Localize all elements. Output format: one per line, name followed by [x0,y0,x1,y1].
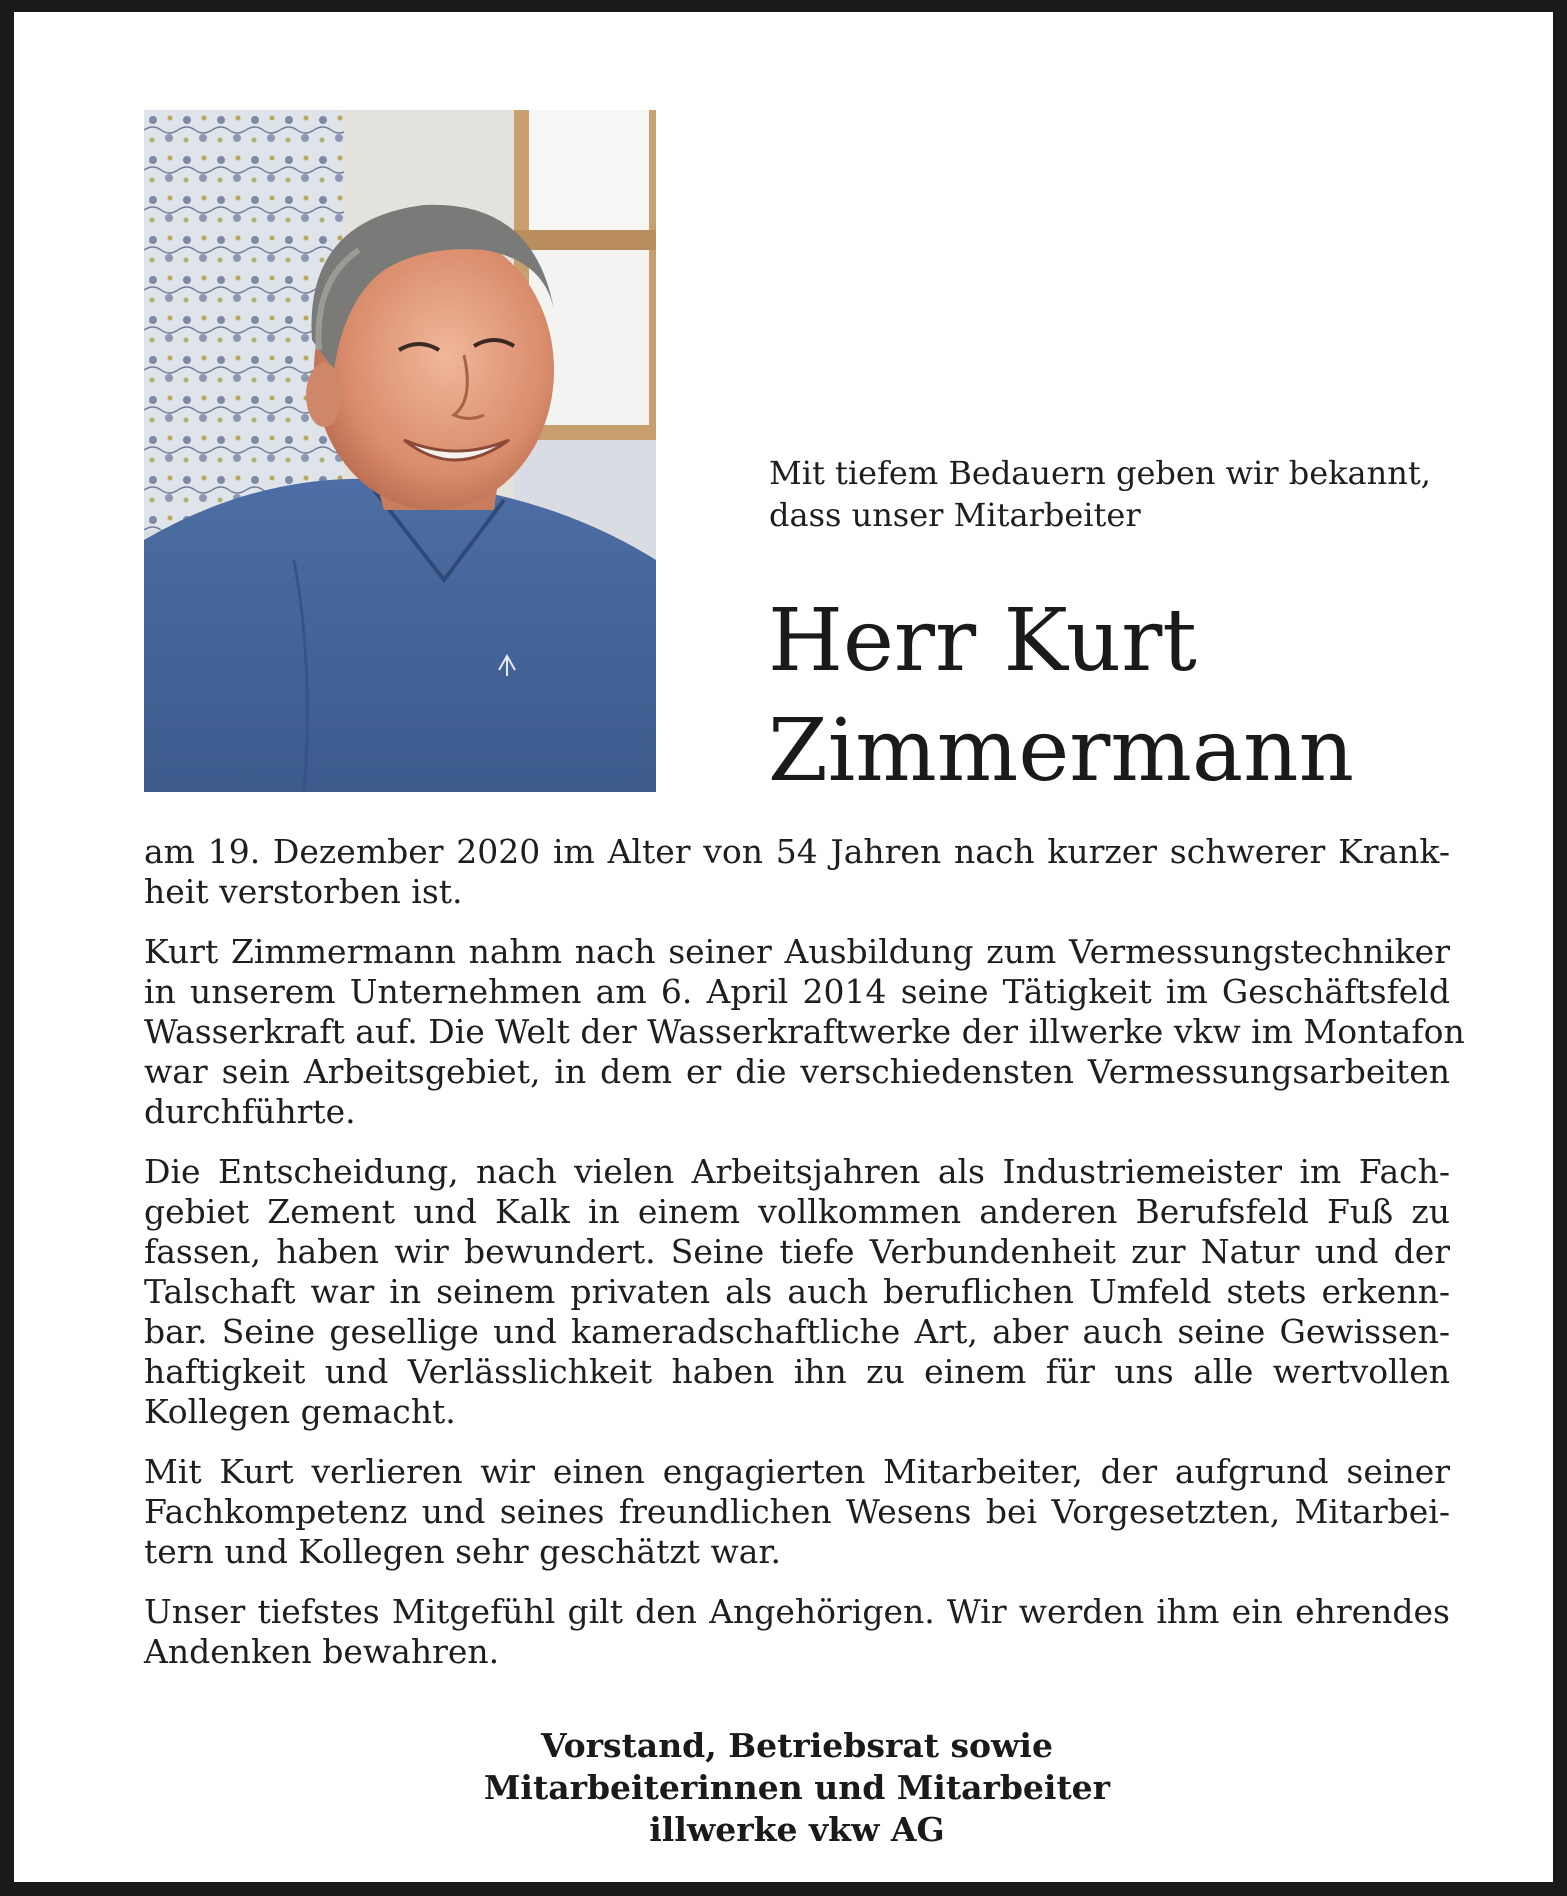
text-line: Mit Kurt verlieren wir einen engagierten Mitarbeiter, der aufgrund seiner [144,1452,1450,1491]
intro-text [769,452,1489,536]
text-line: tern und Kollegen sehr geschätzt war. [144,1532,782,1571]
name-line: Zimmermann [768,701,1354,801]
text-line: Kollegen gemacht. [144,1392,456,1431]
text-line: durchführte. [144,1092,356,1131]
text-line: Kurt Zimmermann nahm nach seiner Ausbildung zum Vermessungstechniker [144,932,1450,971]
paragraph [144,1452,1450,1572]
text-line: fassen, haben wir bewundert. Seine tiefe Verbundenheit zur Natur und der [144,1232,1450,1271]
text-line: Andenken bewahren. [144,1632,500,1671]
text-line: heit verstorben ist. [144,872,463,911]
deceased-name [768,586,1528,806]
text-line: bar. Seine gesellige und kameradschaftliche Art, aber auch seine Gewissen- [144,1312,1450,1351]
intro-line: Mit tiefem Bedauern geben wir bekannt, [769,454,1431,492]
obituary-body [144,832,1465,1692]
text-line: Die Entscheidung, nach vielen Arbeitsjahren als Industriemeister im Fach- [144,1152,1450,1191]
signature-line: Mitarbeiterinnen und Mitarbeiter [483,1768,1111,1807]
text-line: war sein Arbeitsgebiet, in dem er die verschiedensten Vermessungsarbeiten [144,1052,1450,1091]
intro-line: dass unser Mitarbeiter [769,496,1141,534]
signature-block [144,1725,1450,1851]
text-line: Unser tiefstes Mitgefühl gilt den Angehörigen. Wir werden ihm ein ehrendes [144,1592,1450,1631]
text-line: Wasserkraft auf. Die Welt der Wasserkraftwerke der illwerke vkw im Montafon [144,1012,1465,1051]
text-line: haftigkeit und Verlässlichkeit haben ihn zu einem für uns alle wertvollen [144,1352,1450,1391]
paragraph [144,1592,1450,1672]
text-line: Talschaft war in seinem privaten als auch beruflichen Umfeld stets erkenn- [144,1272,1450,1311]
paragraph [144,932,1465,1132]
text-line: am 19. Dezember 2020 im Alter von 54 Jahren nach kurzer schwerer Krank- [144,832,1450,871]
paragraph [144,832,1450,912]
signature-line: Vorstand, Betriebsrat sowie [541,1726,1053,1765]
name-line: Herr Kurt [768,591,1197,691]
text-line: Fachkompetenz und seines freundlichen Wesens bei Vorgesetzten, Mitarbei- [144,1492,1450,1531]
signature-line: illwerke vkw AG [649,1810,945,1849]
text-line: in unserem Unternehmen am 6. April 2014 seine Tätigkeit im Geschäftsfeld [144,972,1450,1011]
paragraph [144,1152,1450,1432]
text-line: gebiet Zement und Kalk in einem vollkommen anderen Berufsfeld Fuß zu [144,1192,1450,1231]
portrait-photo [144,110,656,792]
